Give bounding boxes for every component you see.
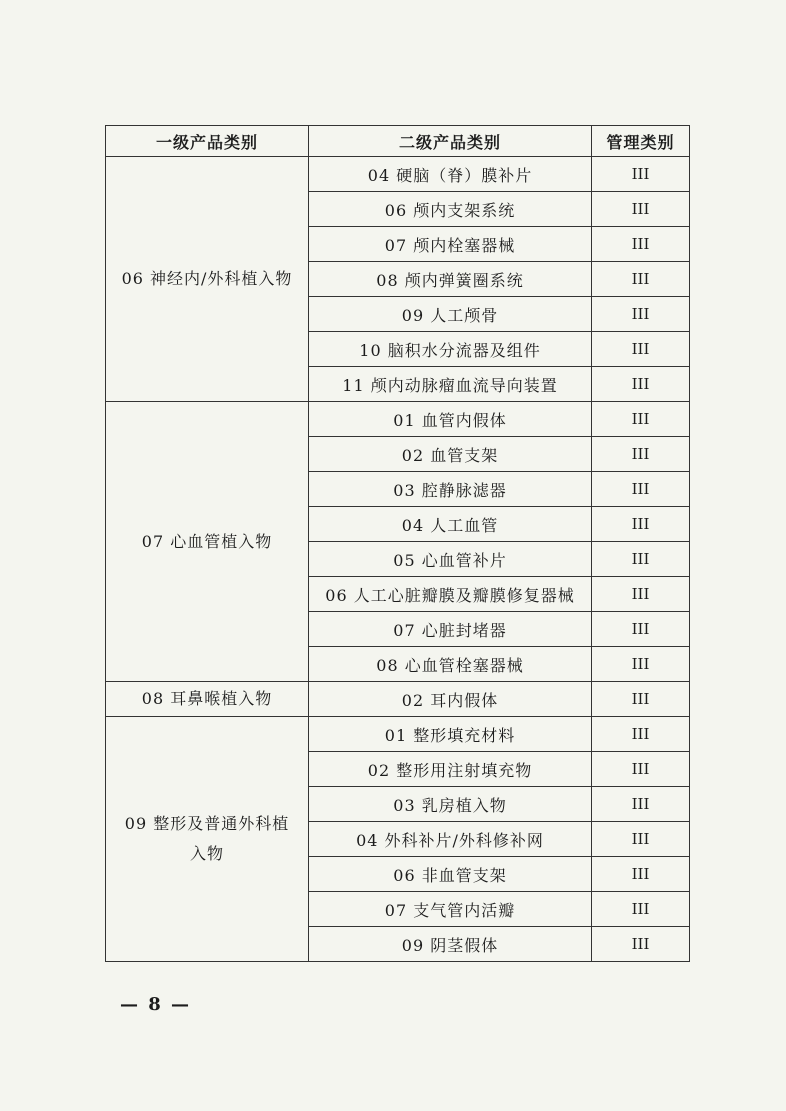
management-class-cell: III — [592, 227, 690, 262]
management-class-cell: III — [592, 262, 690, 297]
level2-category-cell: 04 人工血管 — [309, 507, 592, 542]
management-class-cell: III — [592, 892, 690, 927]
product-category-table — [105, 125, 690, 962]
table-body — [106, 157, 690, 962]
level1-category-cell: 09 整形及普通外科植入物 — [106, 717, 309, 962]
level2-category-cell: 08 心血管栓塞器械 — [309, 647, 592, 682]
level1-category-cell: 06 神经内/外科植入物 — [106, 157, 309, 402]
management-class-cell: III — [592, 927, 690, 962]
level2-category-cell: 09 人工颅骨 — [309, 297, 592, 332]
level2-category-cell: 05 心血管补片 — [309, 542, 592, 577]
management-class-cell: III — [592, 787, 690, 822]
management-class-cell: III — [592, 472, 690, 507]
level1-category-cell: 07 心血管植入物 — [106, 402, 309, 682]
level2-category-cell: 06 非血管支架 — [309, 857, 592, 892]
level2-category-cell: 09 阴茎假体 — [309, 927, 592, 962]
level2-category-cell: 02 血管支架 — [309, 437, 592, 472]
table-row — [106, 717, 690, 752]
management-class-cell: III — [592, 437, 690, 472]
management-class-cell: III — [592, 612, 690, 647]
level2-category-cell: 04 外科补片/外科修补网 — [309, 822, 592, 857]
management-class-cell: III — [592, 402, 690, 437]
table-row — [106, 157, 690, 192]
management-class-cell: III — [592, 857, 690, 892]
management-class-cell: III — [592, 332, 690, 367]
header-level2: 二级产品类别 — [309, 126, 592, 157]
management-class-cell: III — [592, 577, 690, 612]
table-row — [106, 682, 690, 717]
management-class-cell: III — [592, 717, 690, 752]
level2-category-cell: 02 耳内假体 — [309, 682, 592, 717]
page-number: — 8 — — [120, 994, 192, 1015]
management-class-cell: III — [592, 647, 690, 682]
management-class-cell: III — [592, 507, 690, 542]
table-header-row — [106, 126, 690, 157]
management-class-cell: III — [592, 542, 690, 577]
management-class-cell: III — [592, 192, 690, 227]
level2-category-cell: 06 颅内支架系统 — [309, 192, 592, 227]
level2-category-cell: 07 心脏封堵器 — [309, 612, 592, 647]
level2-category-cell: 07 颅内栓塞器械 — [309, 227, 592, 262]
management-class-cell: III — [592, 157, 690, 192]
level2-category-cell: 03 腔静脉滤器 — [309, 472, 592, 507]
header-level1: 一级产品类别 — [106, 126, 309, 157]
level2-category-cell: 06 人工心脏瓣膜及瓣膜修复器械 — [309, 577, 592, 612]
level2-category-cell: 04 硬脑（脊）膜补片 — [309, 157, 592, 192]
management-class-cell: III — [592, 367, 690, 402]
management-class-cell: III — [592, 297, 690, 332]
management-class-cell: III — [592, 752, 690, 787]
level1-category-cell: 08 耳鼻喉植入物 — [106, 682, 309, 717]
management-class-cell: III — [592, 682, 690, 717]
level2-category-cell: 01 血管内假体 — [309, 402, 592, 437]
level2-category-cell: 07 支气管内活瓣 — [309, 892, 592, 927]
level2-category-cell: 08 颅内弹簧圈系统 — [309, 262, 592, 297]
table-row — [106, 402, 690, 437]
level2-category-cell: 01 整形填充材料 — [309, 717, 592, 752]
management-class-cell: III — [592, 822, 690, 857]
level2-category-cell: 11 颅内动脉瘤血流导向装置 — [309, 367, 592, 402]
level2-category-cell: 03 乳房植入物 — [309, 787, 592, 822]
level2-category-cell: 10 脑积水分流器及组件 — [309, 332, 592, 367]
header-mgmt: 管理类别 — [592, 126, 690, 157]
level2-category-cell: 02 整形用注射填充物 — [309, 752, 592, 787]
